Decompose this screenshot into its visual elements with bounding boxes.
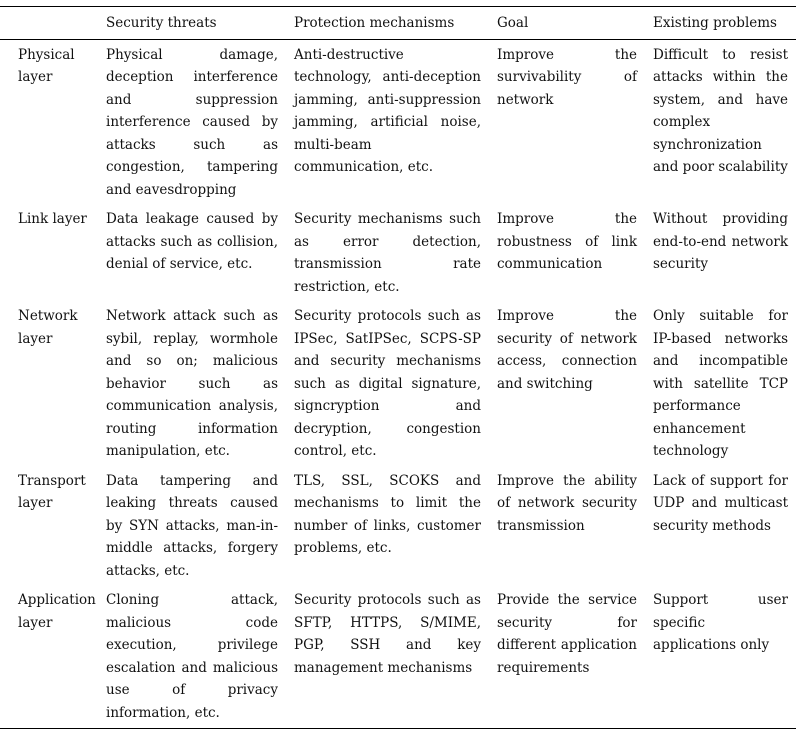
row-layer-label: Application layer [18, 592, 96, 631]
row-layer-label: Network layer [18, 308, 78, 347]
cell-protection-mechanisms: Anti-destructive technology, anti-deception jamming, anti-suppression jamming, artificial noise, multi-beam communication, etc. [294, 46, 481, 175]
table-body [0, 39, 796, 729]
table-header [0, 7, 796, 40]
cell-existing-problems: Without providing end-to-end network security [653, 211, 788, 272]
table-row-physical [0, 39, 796, 205]
table-row-network [0, 302, 796, 467]
cell-goal: Improve the survivability of network [497, 46, 637, 108]
cell-protection-mechanisms: Security mechanisms such as error detection, transmission rate restriction, etc. [294, 211, 481, 295]
cell-existing-problems: Support user specific applications only [653, 592, 788, 653]
cell-protection-mechanisms: Security protocols such as SFTP, HTTPS, S/MIME, PGP, SSH and key management mechanisms [294, 592, 481, 676]
cell-existing-problems: Lack of support for UDP and multicast security methods [653, 472, 788, 534]
cell-existing-problems: Difficult to resist attacks within the system, and have complex synchronization and poor scalability [653, 46, 788, 175]
cell-goal: Improve the security of network access, connection and switching [497, 308, 637, 392]
row-layer-label: Physical layer [18, 46, 75, 85]
table-row-transport [0, 467, 796, 587]
cell-protection-mechanisms: Security protocols such as IPSec, SatIPSec, SCPS-SP and security mechanisms such as digital signature, signcryption and decryption, congestion control, etc. [294, 308, 481, 459]
header-row [0, 7, 796, 40]
header-protection-mechanisms: Protection mechanisms [294, 15, 455, 31]
row-layer-label: Transport layer [18, 472, 86, 511]
table-row-link [0, 205, 796, 302]
cell-security-threats: Cloning attack, malicious code execution, privilege escalation and malicious use of privacy information, etc. [106, 592, 278, 721]
header-goal: Goal [497, 15, 529, 31]
cell-goal: Provide the service security for different application requirements [497, 592, 637, 676]
security-layers-table [0, 6, 796, 729]
table-row-application [0, 586, 796, 729]
cell-goal: Improve the ability of network security transmission [497, 472, 637, 534]
cell-existing-problems: Only suitable for IP-based networks and incompatible with satellite TCP performance enhancement technology [653, 308, 788, 459]
cell-security-threats: Physical damage, deception interference and suppression interference caused by attacks such as congestion, tampering and eavesdropping [106, 46, 278, 198]
header-existing-problems: Existing problems [653, 15, 777, 31]
cell-security-threats: Data tampering and leaking threats caused by SYN attacks, man-in-middle attacks, forgery attacks, etc. [106, 472, 278, 579]
header-security-threats: Security threats [106, 15, 217, 31]
cell-security-threats: Data leakage caused by attacks such as collision, denial of service, etc. [106, 211, 278, 272]
row-layer-label: Link layer [18, 211, 87, 227]
cell-security-threats: Network attack such as sybil, replay, wormhole and so on; malicious behavior such as communication analysis, routing information manipulation, etc. [106, 308, 278, 459]
header-layer [0, 7, 98, 40]
cell-protection-mechanisms: TLS, SSL, SCOKS and mechanisms to limit the number of links, customer problems, etc. [294, 472, 481, 556]
cell-goal: Improve the robustness of link communication [497, 211, 637, 272]
